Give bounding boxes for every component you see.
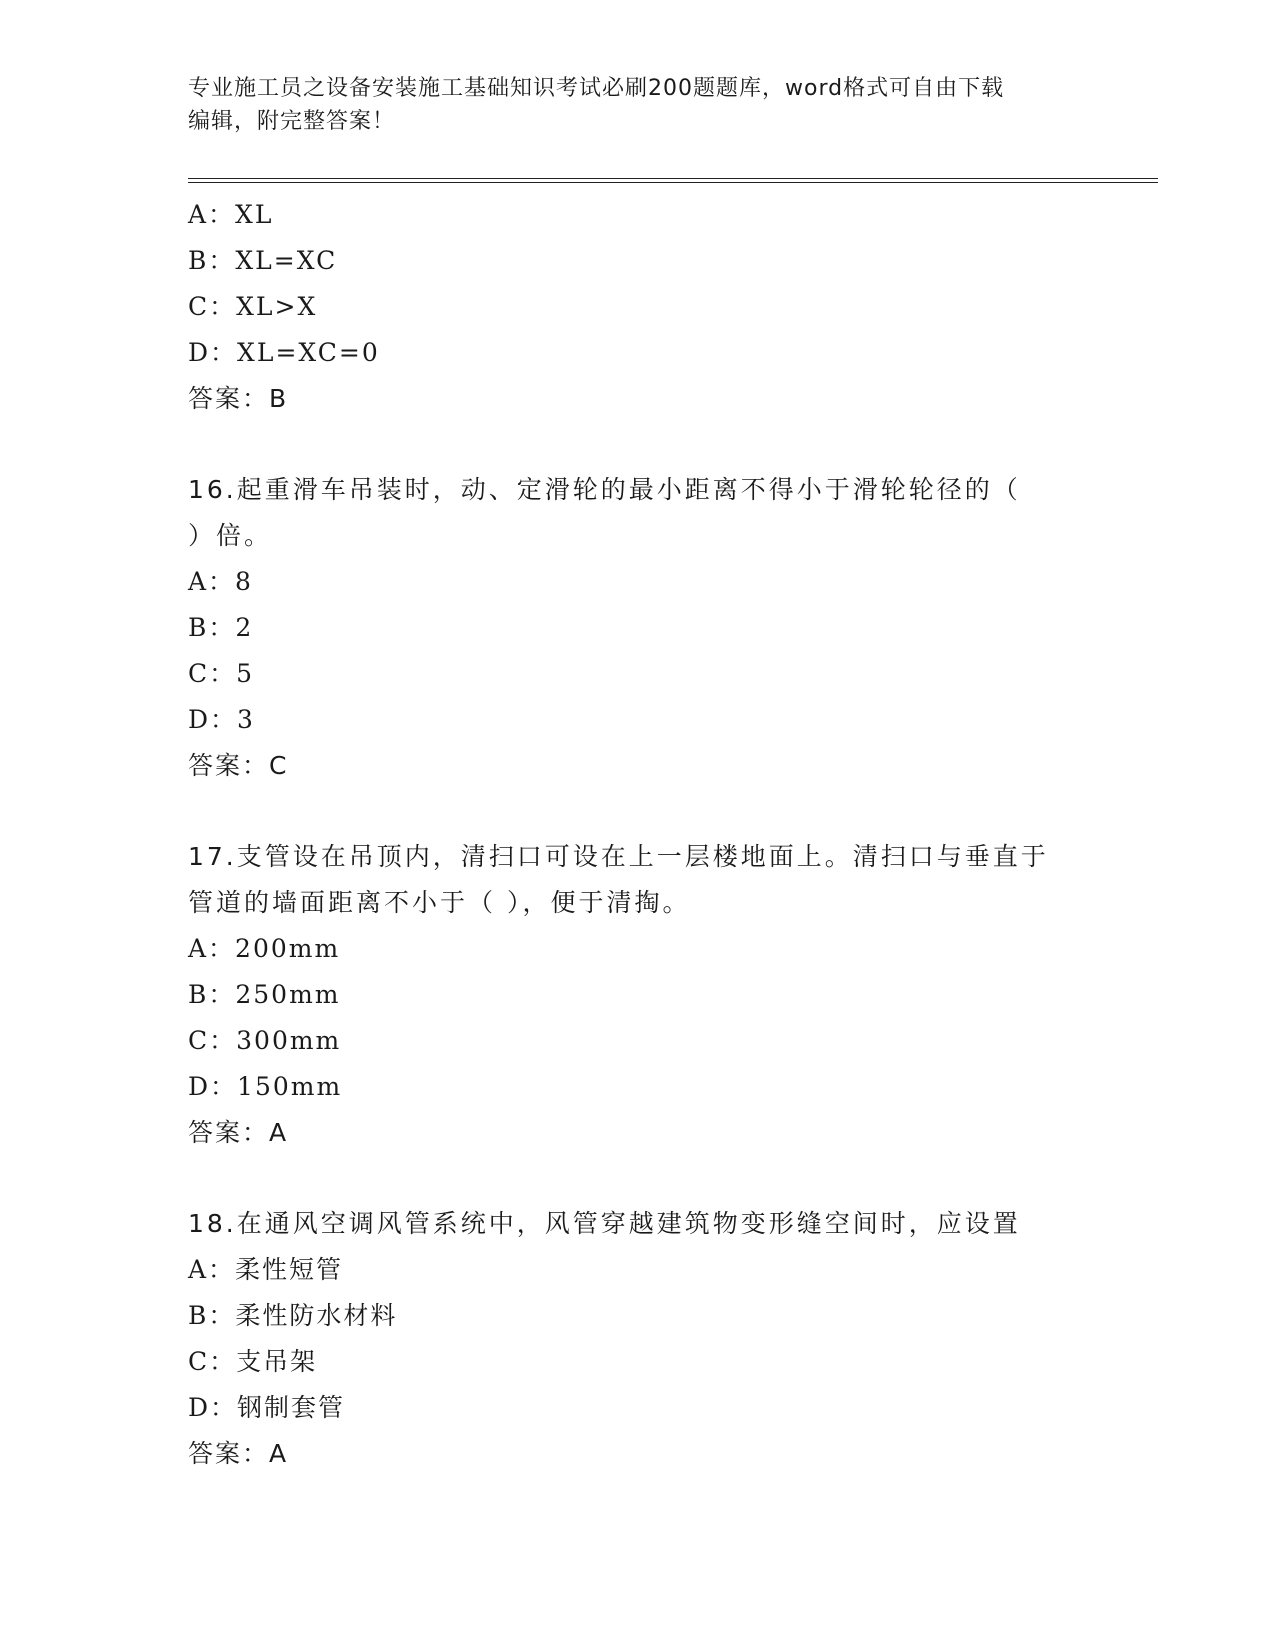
option-d: D：XL=XC=0: [188, 338, 380, 367]
question-17: [188, 834, 1088, 1156]
option-c: C：XL>X: [188, 292, 318, 321]
answer-line: 答案：B: [188, 384, 289, 413]
header-title-line-1: 专业施工员之设备安装施工基础知识考试必刷200题题库，word格式可自由下载: [188, 76, 1005, 101]
option-d: D：150mm: [188, 1072, 343, 1101]
option-c: C：支吊架: [188, 1347, 318, 1376]
answer-line: 答案：A: [188, 1118, 289, 1147]
question-15-continued: [188, 192, 1088, 422]
question-18: [188, 1201, 1088, 1477]
option-a: A：XL: [188, 200, 274, 229]
question-16: [188, 467, 1088, 789]
question-stem-line-2: 管道的墙面距离不小于（ ），便于清掏。: [188, 888, 691, 917]
document-header: [188, 72, 1088, 138]
option-b: B：250mm: [188, 980, 341, 1009]
option-c: C：300mm: [188, 1026, 342, 1055]
question-stem-line-1: 17.支管设在吊顶内，清扫口可设在上一层楼地面上。清扫口与垂直于: [188, 842, 1049, 871]
question-stem-line-2: ）倍。: [188, 521, 273, 550]
answer-line: 答案：C: [188, 751, 289, 780]
question-content: [188, 192, 1088, 1477]
question-stem-line-1: 18.在通风空调风管系统中，风管穿越建筑物变形缝空间时，应设置: [188, 1209, 1021, 1238]
header-title-line-2: 编辑，附完整答案！: [188, 109, 396, 134]
option-b: B：XL=XC: [188, 246, 338, 275]
header-divider-bottom: [188, 182, 1158, 183]
option-a: A：柔性短管: [188, 1255, 344, 1284]
option-a: A：200mm: [188, 934, 341, 963]
option-a: A：8: [188, 567, 253, 596]
option-c: C：5: [188, 659, 255, 688]
question-stem-line-1: 16.起重滑车吊装时，动、定滑轮的最小距离不得小于滑轮轮径的（: [188, 475, 1021, 504]
answer-line: 答案：A: [188, 1439, 289, 1468]
option-d: D：3: [188, 705, 255, 734]
option-d: D：钢制套管: [188, 1393, 346, 1422]
option-b: B：柔性防水材料: [188, 1301, 398, 1330]
header-divider-top: [188, 178, 1158, 179]
option-b: B：2: [188, 613, 254, 642]
